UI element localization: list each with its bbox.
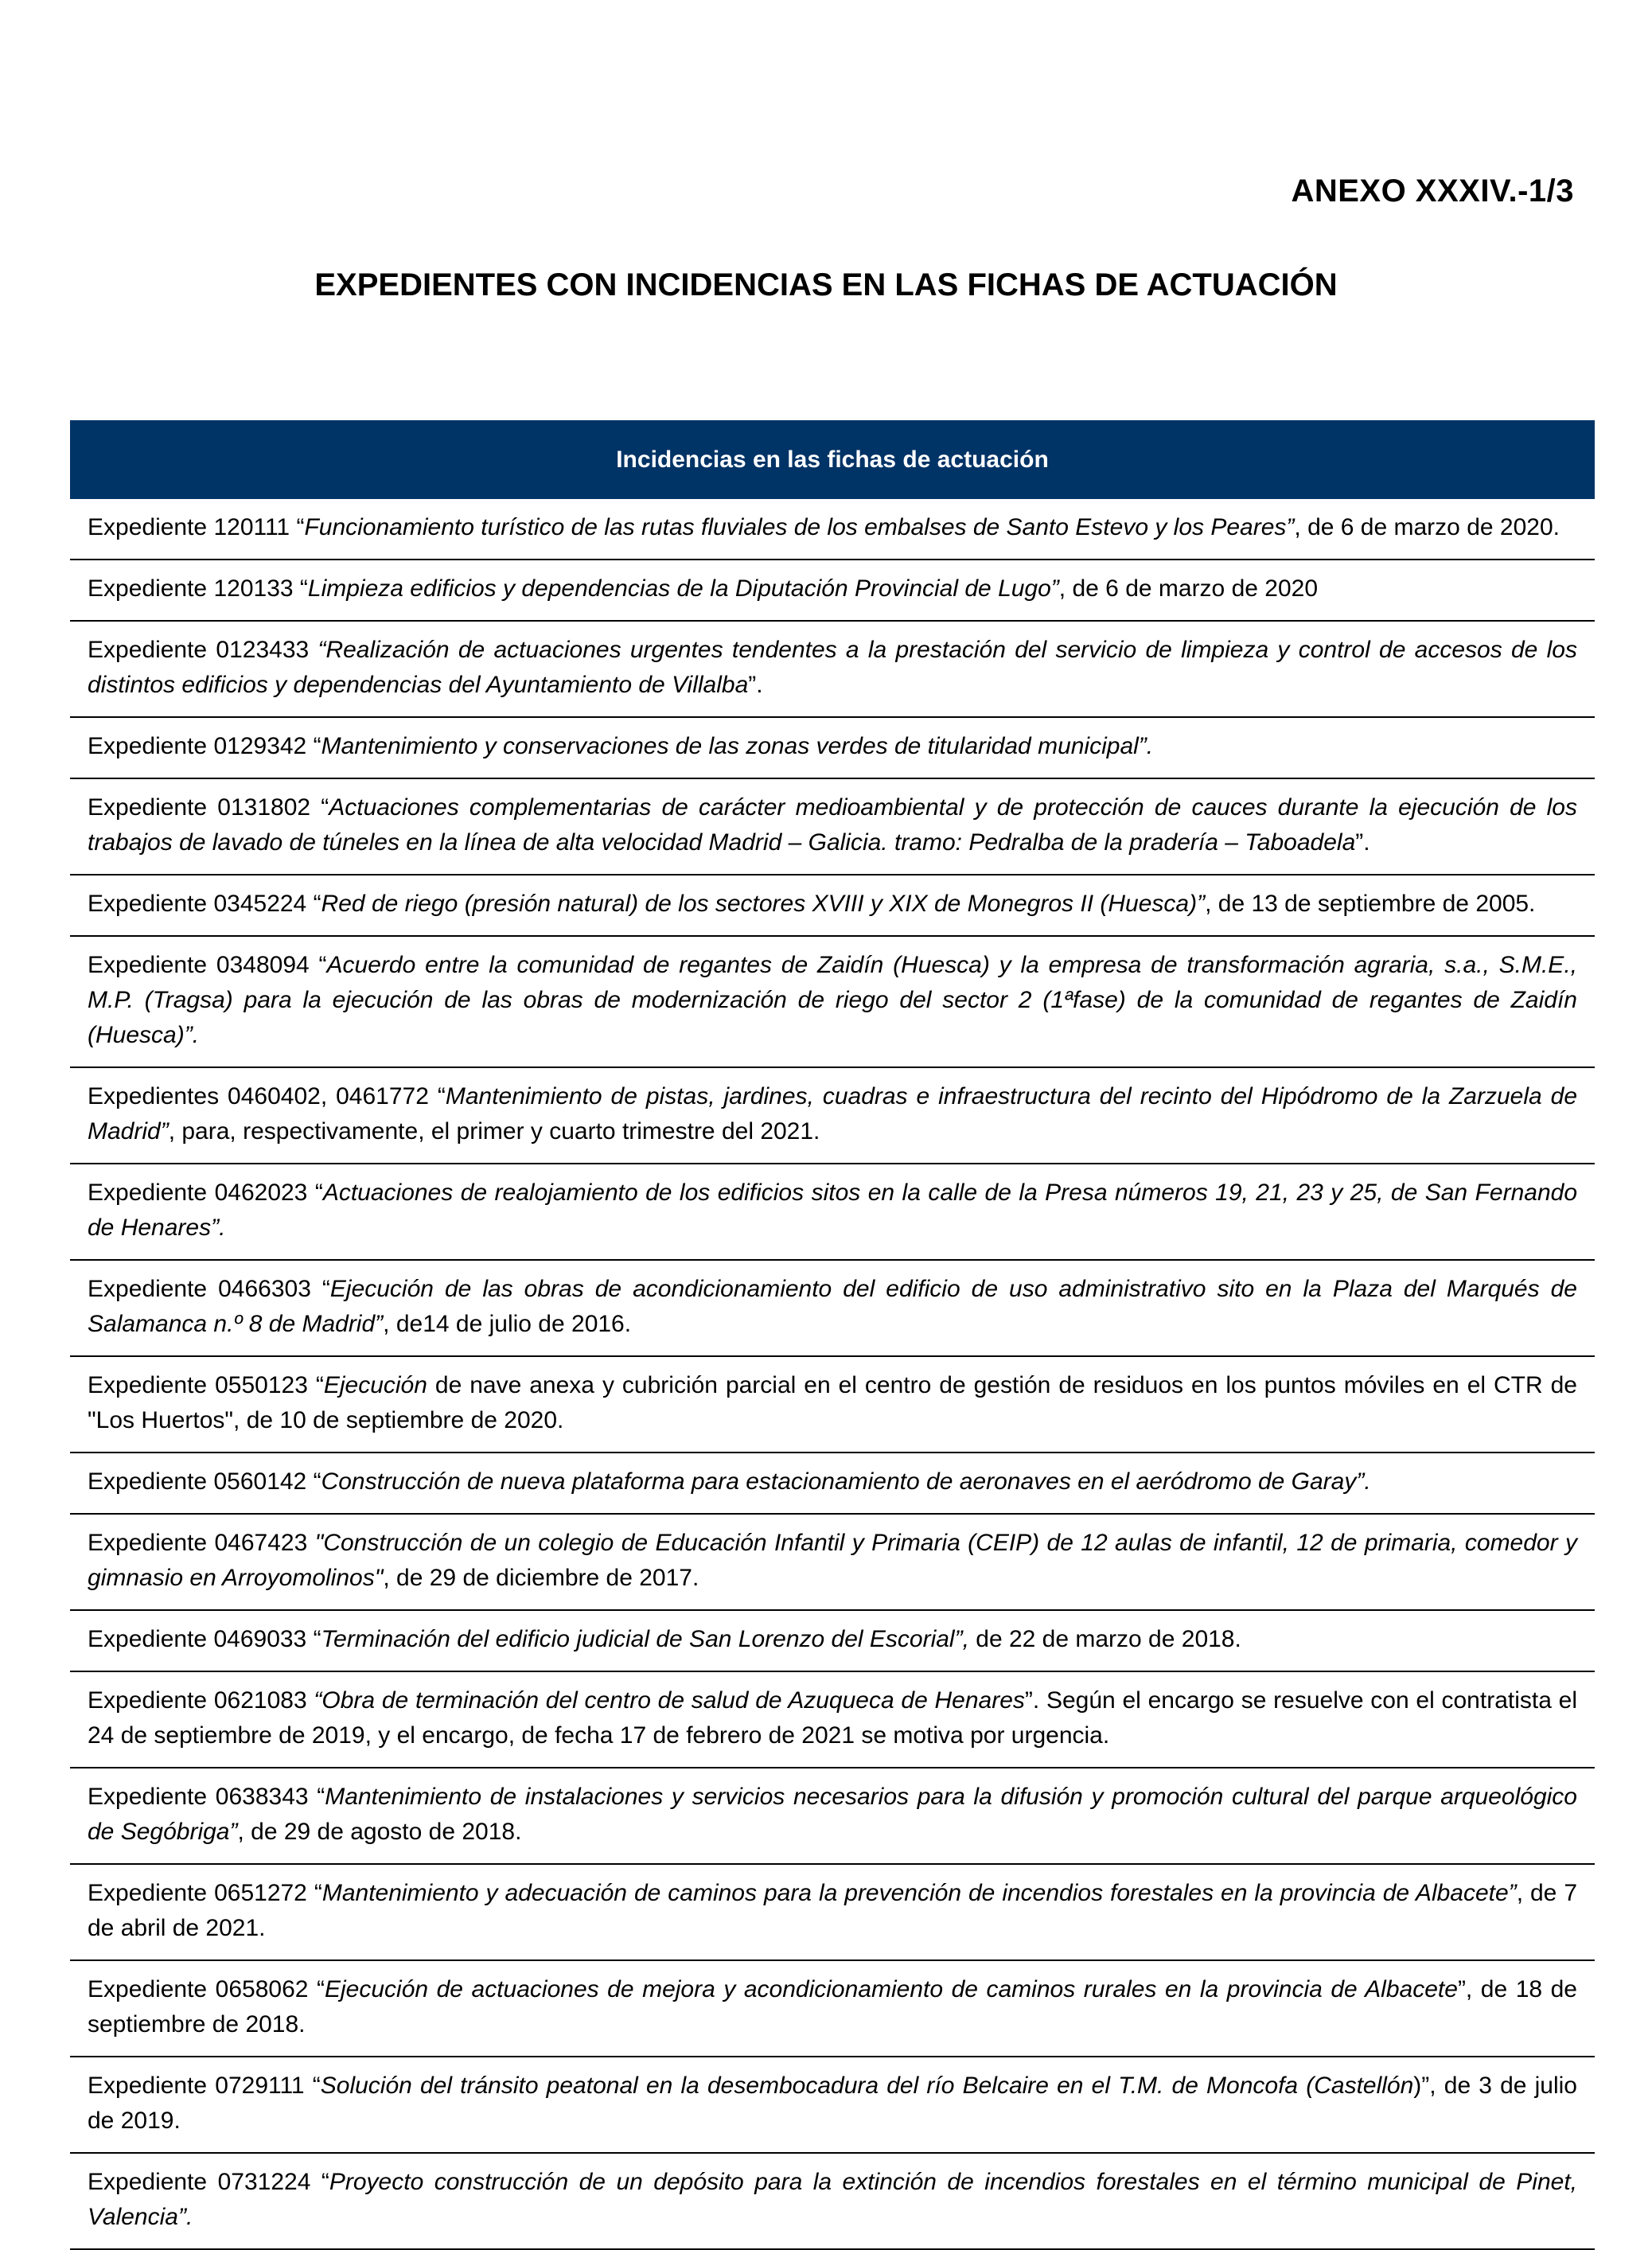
entry-reference: Expediente 0621083	[88, 1687, 314, 1714]
entry-title: “Obra de terminación del centro de salud de Azuqueca de Henares	[314, 1687, 1025, 1714]
incident-entry	[70, 560, 1595, 621]
entry-title: “Realización de actuaciones urgentes tendentes a la prestación del servicio de limpieza y control de accesos de los distintos edificios y dependencias del Ayuntamiento de Villalba	[88, 637, 1577, 698]
table-row	[70, 1453, 1595, 1514]
entry-title: Terminación del edificio judicial de San Lorenzo del Escorial”,	[321, 1626, 969, 1652]
incident-entry	[70, 621, 1595, 717]
entry-title: "Construcción de un colegio de Educación Infantil y Primaria (CEIP) de 12 aulas de infantil, 12 de primaria, comedor y gimnasio en Arroyomolinos"	[88, 1530, 1577, 1591]
entry-details: , de 29 de agosto de 2018.	[237, 1819, 522, 1845]
entry-title: Proyecto construcción de un depósito para la extinción de incendios forestales en el término municipal de Pinet, Valencia”.	[88, 2169, 1577, 2230]
table-row	[70, 1067, 1595, 1164]
entry-reference: Expediente 0469033 “	[88, 1626, 321, 1652]
entry-reference: Expediente 0345224 “	[88, 891, 321, 917]
entry-details: de 22 de marzo de 2018.	[968, 1626, 1241, 1652]
incident-entry	[70, 1356, 1595, 1453]
incident-entry	[70, 1164, 1595, 1260]
entry-details: ”. Según el encargo se resuelve con el contratista el 24 de septiembre de 2019, y el encargo, de fecha 17 de febrero de 2021 se motiva por urgencia.	[88, 1687, 1577, 1749]
table-row	[70, 1671, 1595, 1768]
entry-title: Limpieza edificios y dependencias de la Diputación Provincial de Lugo”	[307, 575, 1059, 602]
incident-entry	[70, 778, 1595, 875]
entry-reference: Expediente 120111 “	[88, 514, 305, 540]
entry-details: , de 7 de abril de 2021.	[88, 1880, 1577, 1941]
entry-reference: Expediente 0123433	[88, 637, 318, 663]
entry-reference: Expedientes 0460402, 0461772 “	[88, 1083, 446, 1109]
entry-details: , de 29 de diciembre de 2017.	[383, 1565, 699, 1591]
entry-details: , de 13 de septiembre de 2005.	[1205, 891, 1536, 917]
table-row	[70, 1960, 1595, 2057]
table-row	[70, 621, 1595, 717]
entry-details: )”, de 3 de julio de 2019.	[88, 2073, 1577, 2134]
entry-title: Ejecución	[323, 1372, 427, 1398]
entry-reference: Expediente 0467423	[88, 1530, 315, 1556]
table-row	[70, 1356, 1595, 1453]
entry-reference: Expediente 0131802 “	[88, 794, 329, 821]
entry-reference: Expediente 0638343 “	[88, 1784, 325, 1810]
incident-entry	[70, 1067, 1595, 1164]
incident-entry	[70, 1260, 1595, 1356]
table-row	[70, 2153, 1595, 2249]
entry-details: , de14 de julio de 2016.	[383, 1311, 632, 1337]
entry-reference: Expediente 0466303 “	[88, 1276, 330, 1302]
entry-details: , de 6 de marzo de 2020.	[1294, 514, 1560, 540]
entry-reference: Expediente 0651272 “	[88, 1880, 322, 1906]
table-row	[70, 1514, 1595, 1610]
table-row	[70, 1610, 1595, 1671]
incident-entry	[70, 2153, 1595, 2249]
incident-entry	[70, 1610, 1595, 1671]
table-row	[70, 875, 1595, 936]
entry-details: ”, de 18 de septiembre de 2018.	[88, 1976, 1577, 2037]
table-body	[70, 499, 1595, 2249]
entry-reference: Expediente 0462023 “	[88, 1180, 323, 1206]
incidents-table	[70, 420, 1595, 2250]
entry-reference: Expediente 0129342 “	[88, 733, 321, 759]
entry-title: Funcionamiento turístico de las rutas fluviales de los embalses de Santo Estevo y los Peares”	[304, 514, 1295, 540]
column-header: Incidencias en las fichas de actuación	[70, 420, 1595, 499]
entry-reference: Expediente 0348094 “	[88, 952, 327, 978]
entry-title: Ejecución de las obras de acondicionamiento del edificio de uso administrativo sito en la Plaza del Marqués de Salamanca n.º 8 de Madrid”	[88, 1276, 1577, 1337]
table-header-row	[70, 420, 1595, 499]
entry-reference: Expediente 0729111 “	[88, 2073, 321, 2099]
table-row	[70, 778, 1595, 875]
entry-title: Mantenimiento y adecuación de caminos para la prevención de incendios forestales en la provincia de Albacete”	[321, 1880, 1517, 1906]
table-row	[70, 936, 1595, 1067]
table-row	[70, 1768, 1595, 1864]
entry-title: Construcción de nueva plataforma para estacionamiento de aeronaves en el aeródromo de Garay”.	[321, 1468, 1371, 1495]
entry-title: Mantenimiento y conservaciones de las zonas verdes de titularidad municipal”.	[321, 733, 1154, 759]
entry-details: ”.	[748, 672, 763, 698]
table-row	[70, 560, 1595, 621]
entry-details: , de 6 de marzo de 2020	[1058, 575, 1319, 602]
annex-number: ANEXO XXXIV.-1/3	[1291, 174, 1574, 209]
entry-title: Red de riego (presión natural) de los sectores XVIII y XIX de Monegros II (Huesca)”	[321, 891, 1206, 917]
entry-reference: Expediente 0658062 “	[88, 1976, 325, 2002]
incident-entry	[70, 936, 1595, 1067]
entry-title: Ejecución de actuaciones de mejora y acondicionamiento de caminos rurales en la provincia de Albacete	[324, 1976, 1458, 2002]
entry-title: Actuaciones de realojamiento de los edificios sitos en la calle de la Presa números 19, 21, 23 y 25, de San Fernando de Henares”.	[88, 1180, 1577, 1241]
entry-title: Solución del tránsito peatonal en la desembocadura del río Belcaire en el T.M. de Moncofa (Castellón	[320, 2073, 1414, 2099]
entry-details: ”.	[1355, 829, 1370, 856]
entry-reference: Expediente 0550123 “	[88, 1372, 324, 1398]
table-row	[70, 1260, 1595, 1356]
incident-entry	[70, 1671, 1595, 1768]
incident-entry	[70, 1864, 1595, 1960]
entry-details: de nave anexa y cubrición parcial en el centro de gestión de residuos en los puntos móviles en el CTR de "Los Huertos", de 10 de septiembre de 2020.	[88, 1372, 1577, 1433]
incident-entry	[70, 1960, 1595, 2057]
table-row	[70, 1864, 1595, 1960]
incident-entry	[70, 499, 1595, 560]
entry-reference: Expediente 0560142 “	[88, 1468, 321, 1495]
table-row	[70, 1164, 1595, 1260]
entry-title: Acuerdo entre la comunidad de regantes de Zaidín (Huesca) y la empresa de transformación agraria, s.a., S.M.E., M.P. (Tragsa) para la ejecución de las obras de modernización de riego del sector 2 (1ªfase) de la comunidad de regantes de Zaidín (Huesca)”.	[88, 952, 1577, 1048]
entry-details: , para, respectivamente, el primer y cuarto trimestre del 2021.	[168, 1118, 820, 1144]
entry-title: Mantenimiento de pistas, jardines, cuadras e infraestructura del recinto del Hipódromo de la Zarzuela de Madrid”	[88, 1083, 1578, 1144]
incident-entry	[70, 717, 1595, 778]
table-row	[70, 499, 1595, 560]
page-title: EXPEDIENTES CON INCIDENCIAS EN LAS FICHAS DE ACTUACIÓN	[314, 267, 1338, 302]
table-row	[70, 717, 1595, 778]
entry-reference: Expediente 120133 “	[88, 575, 308, 602]
entry-title: Mantenimiento de instalaciones y servicios necesarios para la difusión y promoción cultural del parque arqueológico de Segóbriga”	[88, 1784, 1577, 1845]
incident-entry	[70, 1514, 1595, 1610]
table-row	[70, 2057, 1595, 2153]
entry-title: Actuaciones complementarias de carácter medioambiental y de protección de cauces durante la ejecución de los trabajos de lavado de túneles en la línea de alta velocidad Madrid – Galicia. tramo: Pedralba de la pradería – Taboadela	[88, 794, 1577, 856]
entry-reference: Expediente 0731224 “	[88, 2169, 329, 2195]
incident-entry	[70, 2057, 1595, 2153]
incident-entry	[70, 875, 1595, 936]
incident-entry	[70, 1768, 1595, 1864]
incident-entry	[70, 1453, 1595, 1514]
